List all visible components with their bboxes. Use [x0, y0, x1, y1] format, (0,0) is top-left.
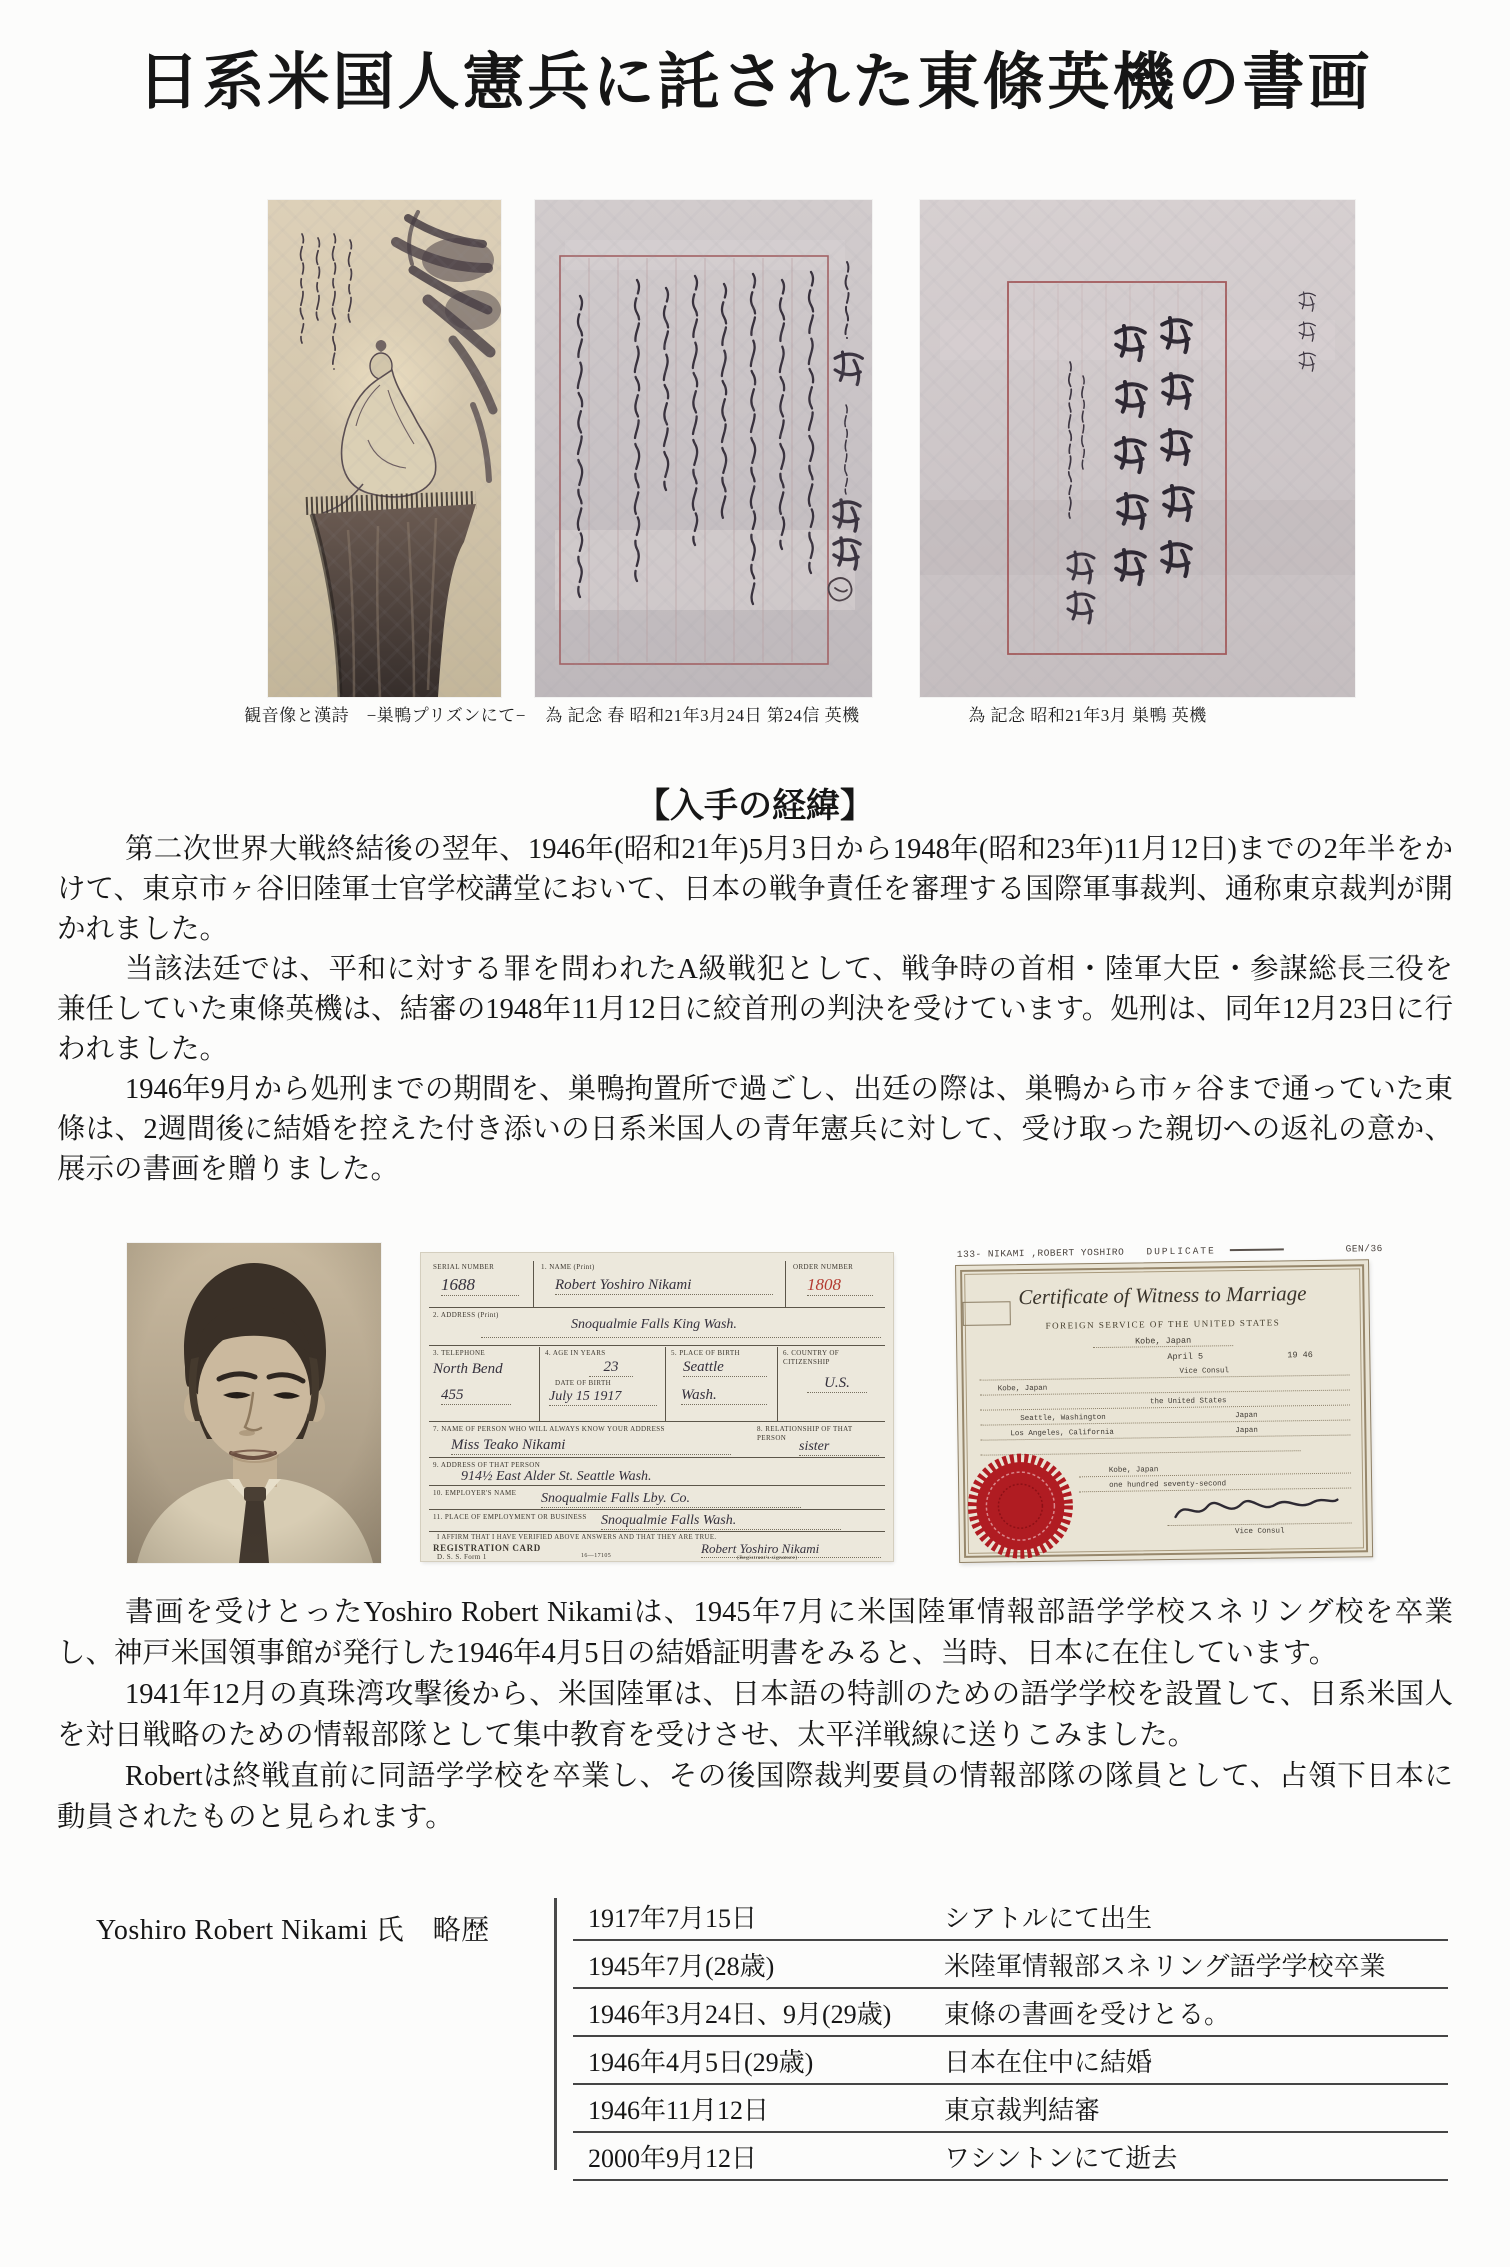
age-label: 4. AGE IN YEARS [545, 1349, 606, 1357]
seattle-text: Seattle, Washington [1020, 1413, 1106, 1424]
address-value: Snoqualmie Falls King Wash. [571, 1317, 737, 1332]
certificate-place: Kobe, Japan [1093, 1335, 1233, 1348]
rule [429, 1485, 885, 1486]
witness-kobe-text: Kobe, Japan [1108, 1466, 1159, 1475]
biography-label: Yoshiro Robert Nikami 氏 略歴 [96, 1915, 490, 1946]
rule [429, 1531, 885, 1532]
intro-paragraphs [57, 830, 1453, 1190]
contact-label: 7. NAME OF PERSON WHO WILL ALWAYS KNOW YOUR ADDRESS [433, 1425, 665, 1433]
employment-value: Snoqualmie Falls Wash. [601, 1513, 841, 1530]
registrant-signature: Robert Yoshiro Nikami [701, 1541, 881, 1558]
biography-date: 1946年3月24日、9月(29歳) [588, 1999, 892, 2029]
certificate-year: 19 46 [1287, 1350, 1313, 1361]
file-number-text: 133- NIKAMI ,ROBERT YOSHIRO [956, 1246, 1125, 1260]
biography-date: 1945年7月(28歳) [588, 1951, 775, 1981]
employer-value: Snoqualmie Falls Lby. Co. [541, 1491, 801, 1508]
tojo-calligraphy-image [920, 200, 1355, 697]
biography-event: 日本在住中に結婚 [944, 2047, 1153, 2077]
biography-date: 1917年7月15日 [588, 1903, 758, 1933]
divider [665, 1347, 666, 1421]
divider [785, 1261, 786, 1307]
card-title: REGISTRATION CARD [433, 1543, 541, 1553]
dob-value: July 15 1917 [549, 1389, 657, 1406]
rule [429, 1421, 885, 1422]
kannon-painting-figure [268, 200, 501, 697]
certificate-title: Certificate of Witness to Marriage [1018, 1281, 1307, 1310]
biography-row [573, 2037, 1448, 2085]
biography-event: シアトルにて出生 [944, 1903, 1153, 1933]
biography-row [573, 1989, 1448, 2037]
birthplace-value: Seattle [683, 1359, 767, 1377]
struck-out-text [1230, 1249, 1284, 1252]
biography-event: 米陸軍情報部スネリング語学学校卒業 [944, 1951, 1386, 1981]
name-label: 1. NAME (Print) [541, 1263, 595, 1271]
biography-date: 1946年4月5日(29歳) [588, 2047, 814, 2077]
background-paragraphs [57, 1592, 1453, 1838]
signature-caption: (Registrant's signature) [737, 1555, 798, 1561]
biography-row [573, 2085, 1448, 2133]
citizenship-label: 6. COUNTRY OF CITIZENSHIP [783, 1349, 840, 1366]
form-number: 16—17105 [581, 1553, 612, 1559]
tojo-letter-figure [535, 200, 872, 697]
section-heading: 【入手の経緯】 [636, 788, 874, 825]
telephone-number: 455 [441, 1387, 511, 1405]
duplicate-stamp: DUPLICATE [1146, 1245, 1216, 1258]
address-label: 2. ADDRESS (Print) [433, 1311, 499, 1319]
figure-caption-kannon: 観音像と漢詩 −巣鴨プリズンにて− [244, 706, 526, 725]
certificate-date: April 5 [1167, 1351, 1204, 1363]
biography-event: 東京裁判結審 [944, 2095, 1101, 2125]
age-value: 23 [589, 1359, 633, 1377]
serial-number-label: SERIAL NUMBER [433, 1263, 495, 1271]
marriage-certificate-figure [955, 1243, 1389, 1567]
divider [539, 1347, 540, 1421]
biography-row [573, 1893, 1448, 1941]
biography-divider [554, 1898, 557, 2170]
affirmation-text: I AFFIRM THAT I HAVE VERIFIED ABOVE ANSWERS AND THAT THEY ARE TRUE. [437, 1534, 717, 1541]
divider [533, 1261, 534, 1307]
figure-caption-calligraphy: 為 記念 昭和21年3月 巣鴨 英機 [968, 706, 1207, 725]
relationship-label: 8. RELATIONSHIP OF THAT PERSON [757, 1425, 853, 1442]
rule [429, 1509, 885, 1510]
red-embossed-seal [965, 1450, 1077, 1562]
citizenship-value: U.S. [807, 1375, 867, 1393]
serial-number-value: 1688 [441, 1275, 519, 1296]
birthplace-label: 5. PLACE OF BIRTH [671, 1349, 740, 1357]
figure-caption-letter: 為 記念 春 昭和21年3月24日 第24信 英機 [545, 706, 860, 725]
kannon-painting-image [268, 200, 501, 697]
residing-japan-text: Japan [1235, 1411, 1258, 1421]
biography-row [573, 1941, 1448, 1989]
tojo-letter-image [535, 200, 872, 697]
paragraph-trial-overview: 第二次世界大戦終結後の翌年、1946年(昭和21年)5月3日から1948年(昭和23年)11月12日)までの2年半をかけて、東京市ヶ谷旧陸軍士官学校講堂において、日本の戦争責任を審理する国際軍事裁判、通称東京裁判が開かれました。 [57, 834, 1453, 945]
certificate-paper [955, 1259, 1373, 1563]
residing-japan-text-2: Japan [1235, 1426, 1258, 1436]
biography-event: 東條の書画を受けとる。 [944, 1999, 1231, 2029]
contact-address-value: 914½ East Alder St. Seattle Wash. [461, 1469, 861, 1486]
paragraph-tojo-verdict: 当該法廷では、平和に対する罪を問われたA級戦犯として、戦争時の首相・陸軍大臣・参謀総長三役を兼任していた東條英機は、結審の1948年11月12日に絞首刑の判決を受けています。処刑は、同年12月23日に行われました。 [57, 954, 1453, 1065]
paragraph-gift-of-calligraphy: 1946年9月から処刑までの期間を、巣鴨拘置所で過ごし、出廷の際は、巣鴨から市ヶ谷まで通っていた東條は、2週間後に結婚を控えた付き添いの日系米国人の青年憲兵に対して、受け取った親切への返礼の意か、展示の書画を贈りました。 [57, 1074, 1453, 1185]
kobe-text: Kobe, Japan [997, 1384, 1048, 1394]
biography-row [573, 2133, 1448, 2181]
certificate-file-line [957, 1243, 1383, 1260]
registration-card-figure [421, 1253, 893, 1561]
order-number-label: ORDER NUMBER [793, 1263, 854, 1271]
paragraph-nikami-background: 書画を受けとったYoshiro Robert Nikamiは、1945年7月に米国陸軍情報部語学学校スネリング校を卒業し、神戸米国領事館が発行した1946年4月5日の結婚証明書をみると、当時、日本に在住しています。 [57, 1597, 1453, 1669]
contact-value: Miss Teako Nikami [451, 1437, 731, 1455]
independence-text: one hundred seventy-second [1109, 1480, 1227, 1490]
birthplace-state: Wash. [681, 1387, 767, 1405]
nikami-portrait-photo [127, 1243, 381, 1563]
vice-consul-text: Vice Consul [1179, 1367, 1230, 1376]
telephone-label: 3. TELEPHONE [433, 1349, 486, 1357]
employer-label: 10. EMPLOYER'S NAME [433, 1489, 517, 1497]
order-number-value: 1808 [807, 1275, 873, 1296]
contact-address-label: 9. ADDRESS OF THAT PERSON [433, 1461, 541, 1469]
biography-date: 1946年11月12日 [588, 2095, 770, 2125]
paragraph-language-school: 1941年12月の真珠湾攻撃後から、米国陸軍は、日本語の特訓のための語学学校を設置して、日系米国人を対日戦略のための情報部隊として集中教育を受けさせ、太平洋戦線に送りこみました。 [57, 1679, 1453, 1751]
signer-title: Vice Consul [1234, 1527, 1285, 1537]
rule [481, 1337, 881, 1338]
form-label: D. S. S. Form 1 [437, 1553, 487, 1561]
certificate-subtitle: FOREIGN SERVICE OF THE UNITED STATES [1045, 1317, 1281, 1331]
biography-event: ワシントンにて逝去 [944, 2143, 1178, 2173]
rule [429, 1457, 885, 1458]
los-angeles-text: Los Angeles, California [1010, 1428, 1114, 1439]
employment-label: 11. PLACE OF EMPLOYMENT OR BUSINESS [433, 1513, 587, 1521]
file-ref: GEN/36 [1345, 1243, 1383, 1255]
telephone-value: North Bend [433, 1361, 503, 1377]
rule [429, 1345, 885, 1346]
relationship-value: sister [799, 1439, 879, 1456]
paragraph-deployment: Robertは終戦直前に同語学学校を卒業し、その後国際裁判要員の情報部隊の隊員として、占領下日本に動員されたものと見られます。 [57, 1761, 1453, 1833]
united-states-text: the United States [1149, 1397, 1227, 1407]
divider [777, 1347, 778, 1421]
biography-date: 2000年9月12日 [588, 2143, 758, 2173]
consul-signature [1171, 1491, 1341, 1527]
name-value: Robert Yoshiro Nikami [555, 1277, 773, 1295]
page-title: 日系米国人憲兵に託された東條英機の書画 [137, 49, 1373, 117]
nikami-portrait-figure [127, 1243, 381, 1563]
tojo-calligraphy-figure [920, 200, 1355, 697]
biography-table [573, 1893, 1448, 2181]
rule [429, 1307, 885, 1308]
dob-label: DATE OF BIRTH [555, 1379, 612, 1387]
